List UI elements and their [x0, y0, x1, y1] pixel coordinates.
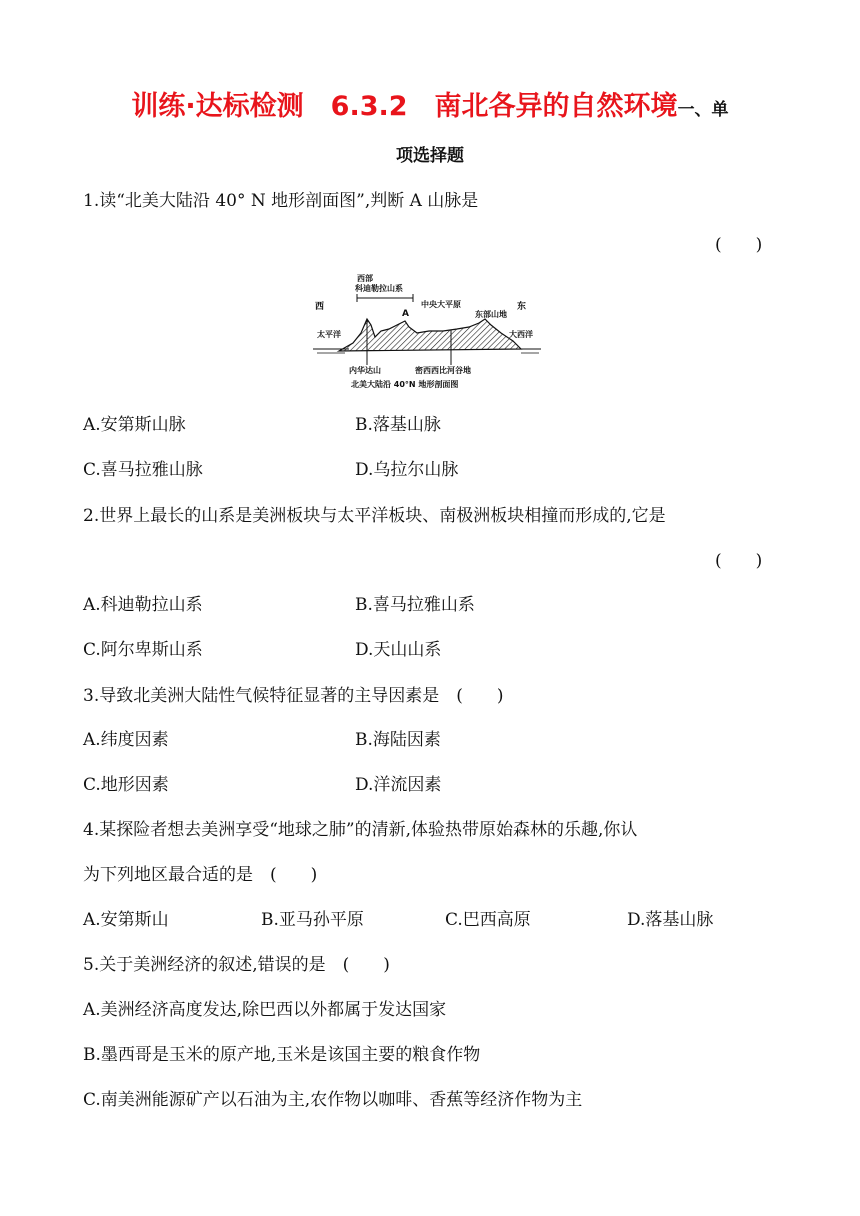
- figure-label-pacific: 太平洋: [317, 330, 341, 339]
- question-4-option-a[interactable]: A.安第斯山: [83, 910, 169, 930]
- question-1-text: 1.读“北美大陆沿 40° N 地形剖面图”,判断 A 山脉是: [83, 191, 479, 211]
- question-2-text: 2.世界上最长的山系是美洲板块与太平洋板块、南极洲板块相撞而形成的,它是: [83, 506, 666, 526]
- question-2-option-d[interactable]: D.天山山系: [355, 640, 442, 660]
- figure-label-west: 西: [315, 302, 325, 312]
- title-section-b: 项选择题: [396, 146, 464, 166]
- question-5-option-a[interactable]: A.美洲经济高度发达,除巴西以外都属于发达国家: [83, 1000, 447, 1020]
- question-1-option-d[interactable]: D.乌拉尔山脉: [355, 460, 459, 480]
- title-main: 训练·达标检测 6.3.2 南北各异的自然环境: [131, 91, 678, 122]
- figure-caption: 北美大陆沿 40°N 地形剖面图: [351, 380, 459, 389]
- figure-label-mississippi: 密西西比河谷地: [415, 366, 471, 375]
- terrain-profile-figure: [309, 267, 545, 393]
- figure-label-east: 东: [517, 302, 527, 312]
- question-3-option-a[interactable]: A.纬度因素: [83, 730, 169, 750]
- question-4-option-c[interactable]: C.巴西高原: [445, 910, 531, 930]
- terrain-profile: [339, 319, 521, 351]
- question-2-answer-blank: ( ): [715, 551, 763, 571]
- question-5-text: 5.关于美洲经济的叙述,错误的是 ( ): [83, 955, 390, 975]
- question-3-option-d[interactable]: D.洋流因素: [355, 775, 442, 795]
- question-2-option-a[interactable]: A.科迪勒拉山系: [83, 595, 203, 615]
- question-5-option-c[interactable]: C.南美洲能源矿产以石油为主,农作物以咖啡、香蕉等经济作物为主: [83, 1090, 583, 1110]
- question-4-text-line-1: 4.某探险者想去美洲享受“地球之肺”的清新,体验热带原始森林的乐趣,你认: [83, 820, 638, 840]
- figure-label-nevada: 内华达山: [349, 366, 381, 375]
- page-title: [78, 84, 782, 179]
- figure-label-central-plain: 中央大平原: [421, 300, 461, 309]
- question-3-option-c[interactable]: C.地形因素: [83, 775, 169, 795]
- question-3-text: 3.导致北美洲大陆性气候特征显著的主导因素是 ( ): [83, 686, 504, 706]
- title-section-a: 一、单: [677, 100, 729, 120]
- question-1-option-b[interactable]: B.落基山脉: [355, 415, 441, 435]
- question-1-option-c[interactable]: C.喜马拉雅山脉: [83, 460, 203, 480]
- question-3-option-b[interactable]: B.海陆因素: [355, 730, 441, 750]
- figure-label-west-range-2: 科迪勒拉山系: [355, 284, 403, 293]
- figure-label-eastern-highlands: 东部山地: [475, 310, 507, 319]
- figure-label-a: A: [402, 309, 409, 319]
- figure-label-atlantic: 大西洋: [509, 330, 533, 339]
- question-2-option-b[interactable]: B.喜马拉雅山系: [355, 595, 475, 615]
- question-5-option-b[interactable]: B.墨西哥是玉米的原产地,玉米是该国主要的粮食作物: [83, 1045, 481, 1065]
- question-4-text-line-2: 为下列地区最合适的是 ( ): [83, 865, 318, 885]
- question-2-option-c[interactable]: C.阿尔卑斯山系: [83, 640, 203, 660]
- question-1-option-a[interactable]: A.安第斯山脉: [83, 415, 186, 435]
- question-4-option-d[interactable]: D.落基山脉: [627, 910, 714, 930]
- question-4-option-b[interactable]: B.亚马孙平原: [261, 910, 364, 930]
- question-1-answer-blank: ( ): [715, 235, 763, 255]
- figure-label-west-range-1: 西部: [357, 274, 373, 283]
